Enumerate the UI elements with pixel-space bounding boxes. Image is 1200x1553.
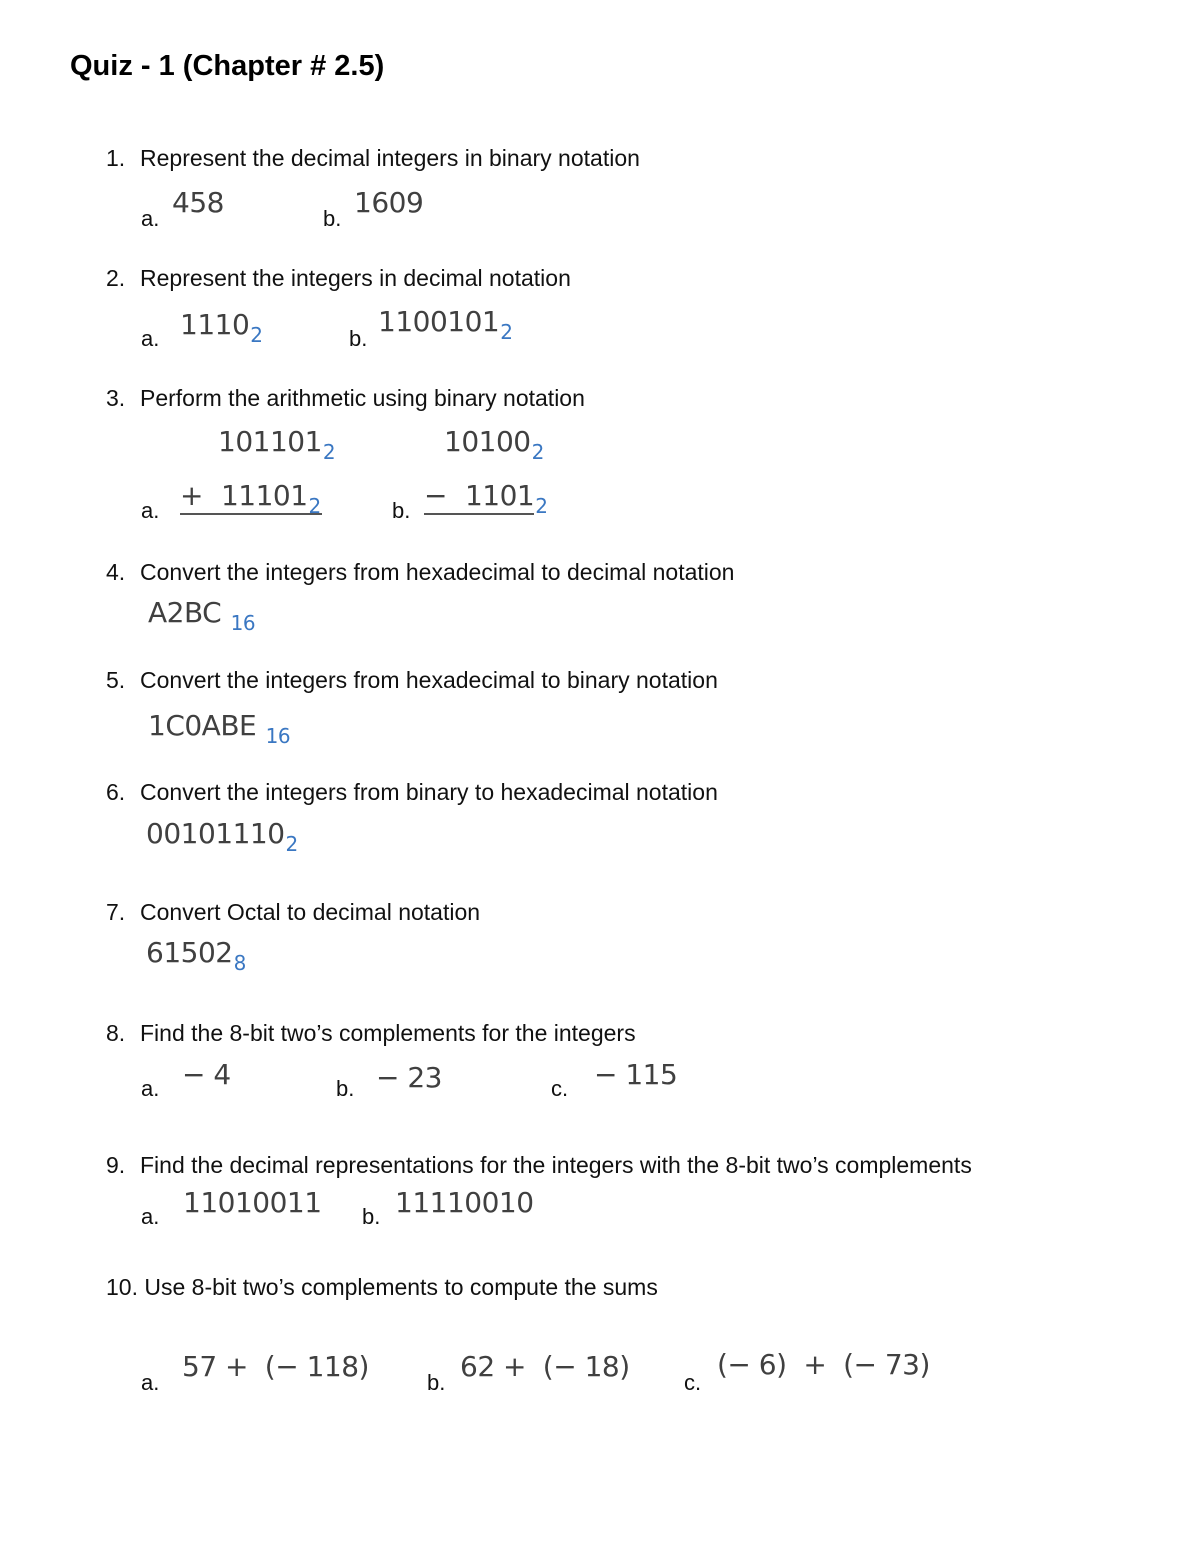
question-text: Represent the integers in decimal notation [140, 265, 571, 291]
base-subscript: 2 [285, 832, 298, 856]
expression [378, 305, 513, 344]
question-number: 4. [106, 559, 126, 585]
expression: − 115 [594, 1058, 678, 1091]
question-number: 10. [106, 1274, 138, 1300]
expression: − 23 [376, 1061, 442, 1094]
item-label: b. [427, 1370, 446, 1395]
question-text: Represent the decimal integers in binary notation [140, 145, 640, 171]
item-label: a. [141, 1370, 160, 1395]
question-9 [106, 1152, 972, 1179]
question-number: 6. [106, 779, 126, 805]
question-number: 5. [106, 667, 126, 693]
base-subscript: 16 [265, 724, 291, 748]
question-5 [106, 667, 718, 694]
item-label: a. [141, 326, 160, 351]
item-label: b. [336, 1076, 355, 1101]
expression [146, 817, 298, 856]
expression: 11110010 [395, 1186, 534, 1219]
expression [146, 936, 246, 975]
minus-operator: − [424, 479, 447, 512]
item-label: c. [551, 1076, 569, 1101]
question-text: Find the decimal representations for the integers with the 8-bit two’s complements [140, 1152, 972, 1178]
number: 1110 [180, 308, 250, 341]
number: 00101110 [146, 817, 285, 850]
question-text: Convert the integers from hexadecimal to binary notation [140, 667, 718, 693]
item-label: a. [141, 206, 160, 231]
number: 11101 [220, 479, 308, 512]
page-title: Quiz - 1 (Chapter # 2.5) [70, 50, 385, 82]
question-number: 3. [106, 385, 126, 411]
subtrahend [424, 479, 548, 518]
item-label: b. [323, 206, 342, 231]
question-text: Perform the arithmetic using binary notation [140, 385, 585, 411]
question-text: Convert the integers from hexadecimal to decimal notation [140, 559, 735, 585]
question-number: 7. [106, 899, 126, 925]
item-label: c. [684, 1370, 702, 1395]
base-subscript: 8 [233, 951, 246, 975]
base-subscript: 2 [308, 494, 321, 518]
item-label: b. [392, 498, 411, 523]
base-subscript: 2 [322, 440, 336, 464]
expression: 57 + (− 118) [182, 1350, 369, 1383]
question-text: Convert Octal to decimal notation [140, 899, 481, 925]
base-subscript: 2 [250, 323, 263, 347]
question-7 [106, 899, 480, 926]
number: 10100 [444, 425, 531, 458]
addend-bottom [180, 479, 322, 518]
question-10 [106, 1274, 658, 1301]
expression: 458 [172, 186, 224, 219]
base-subscript: 2 [535, 494, 548, 518]
question-number: 1. [106, 145, 126, 171]
expression: (− 6) + (− 73) [717, 1348, 930, 1381]
item-label: a. [141, 1204, 160, 1229]
expression [148, 709, 291, 748]
question-text: Convert the integers from binary to hexadecimal notation [140, 779, 718, 805]
number: 1100101 [378, 305, 500, 338]
expression: 1609 [354, 186, 424, 219]
item-label: a. [141, 498, 160, 523]
number: 101101 [218, 425, 322, 458]
expression: − 4 [182, 1058, 231, 1091]
question-3 [106, 385, 585, 412]
expression: 62 + (− 18) [460, 1350, 630, 1383]
number: 1101 [464, 479, 535, 512]
question-6 [106, 779, 718, 806]
expression [148, 596, 256, 635]
base-subscript: 2 [531, 440, 544, 464]
base-subscript: 2 [500, 320, 513, 344]
question-text: Find the 8-bit two’s complements for the integers [140, 1020, 636, 1046]
item-label: b. [362, 1204, 381, 1229]
base-subscript: 16 [230, 611, 256, 635]
expression: 11010011 [183, 1186, 322, 1219]
question-1 [106, 145, 640, 172]
number: 61502 [146, 936, 233, 969]
addend-top [218, 425, 336, 464]
expression [180, 308, 263, 347]
number: A2BC [148, 596, 222, 629]
number: 1C0ABE [148, 709, 257, 742]
question-number: 2. [106, 265, 126, 291]
question-number: 8. [106, 1020, 126, 1046]
question-number: 9. [106, 1152, 126, 1178]
item-label: a. [141, 1076, 160, 1101]
item-label: b. [349, 326, 368, 351]
plus-operator: + [180, 479, 203, 512]
question-text: Use 8-bit two’s complements to compute the sums [144, 1274, 658, 1300]
question-8 [106, 1020, 636, 1047]
question-2 [106, 265, 571, 292]
minuend [444, 425, 544, 464]
question-4 [106, 559, 734, 586]
